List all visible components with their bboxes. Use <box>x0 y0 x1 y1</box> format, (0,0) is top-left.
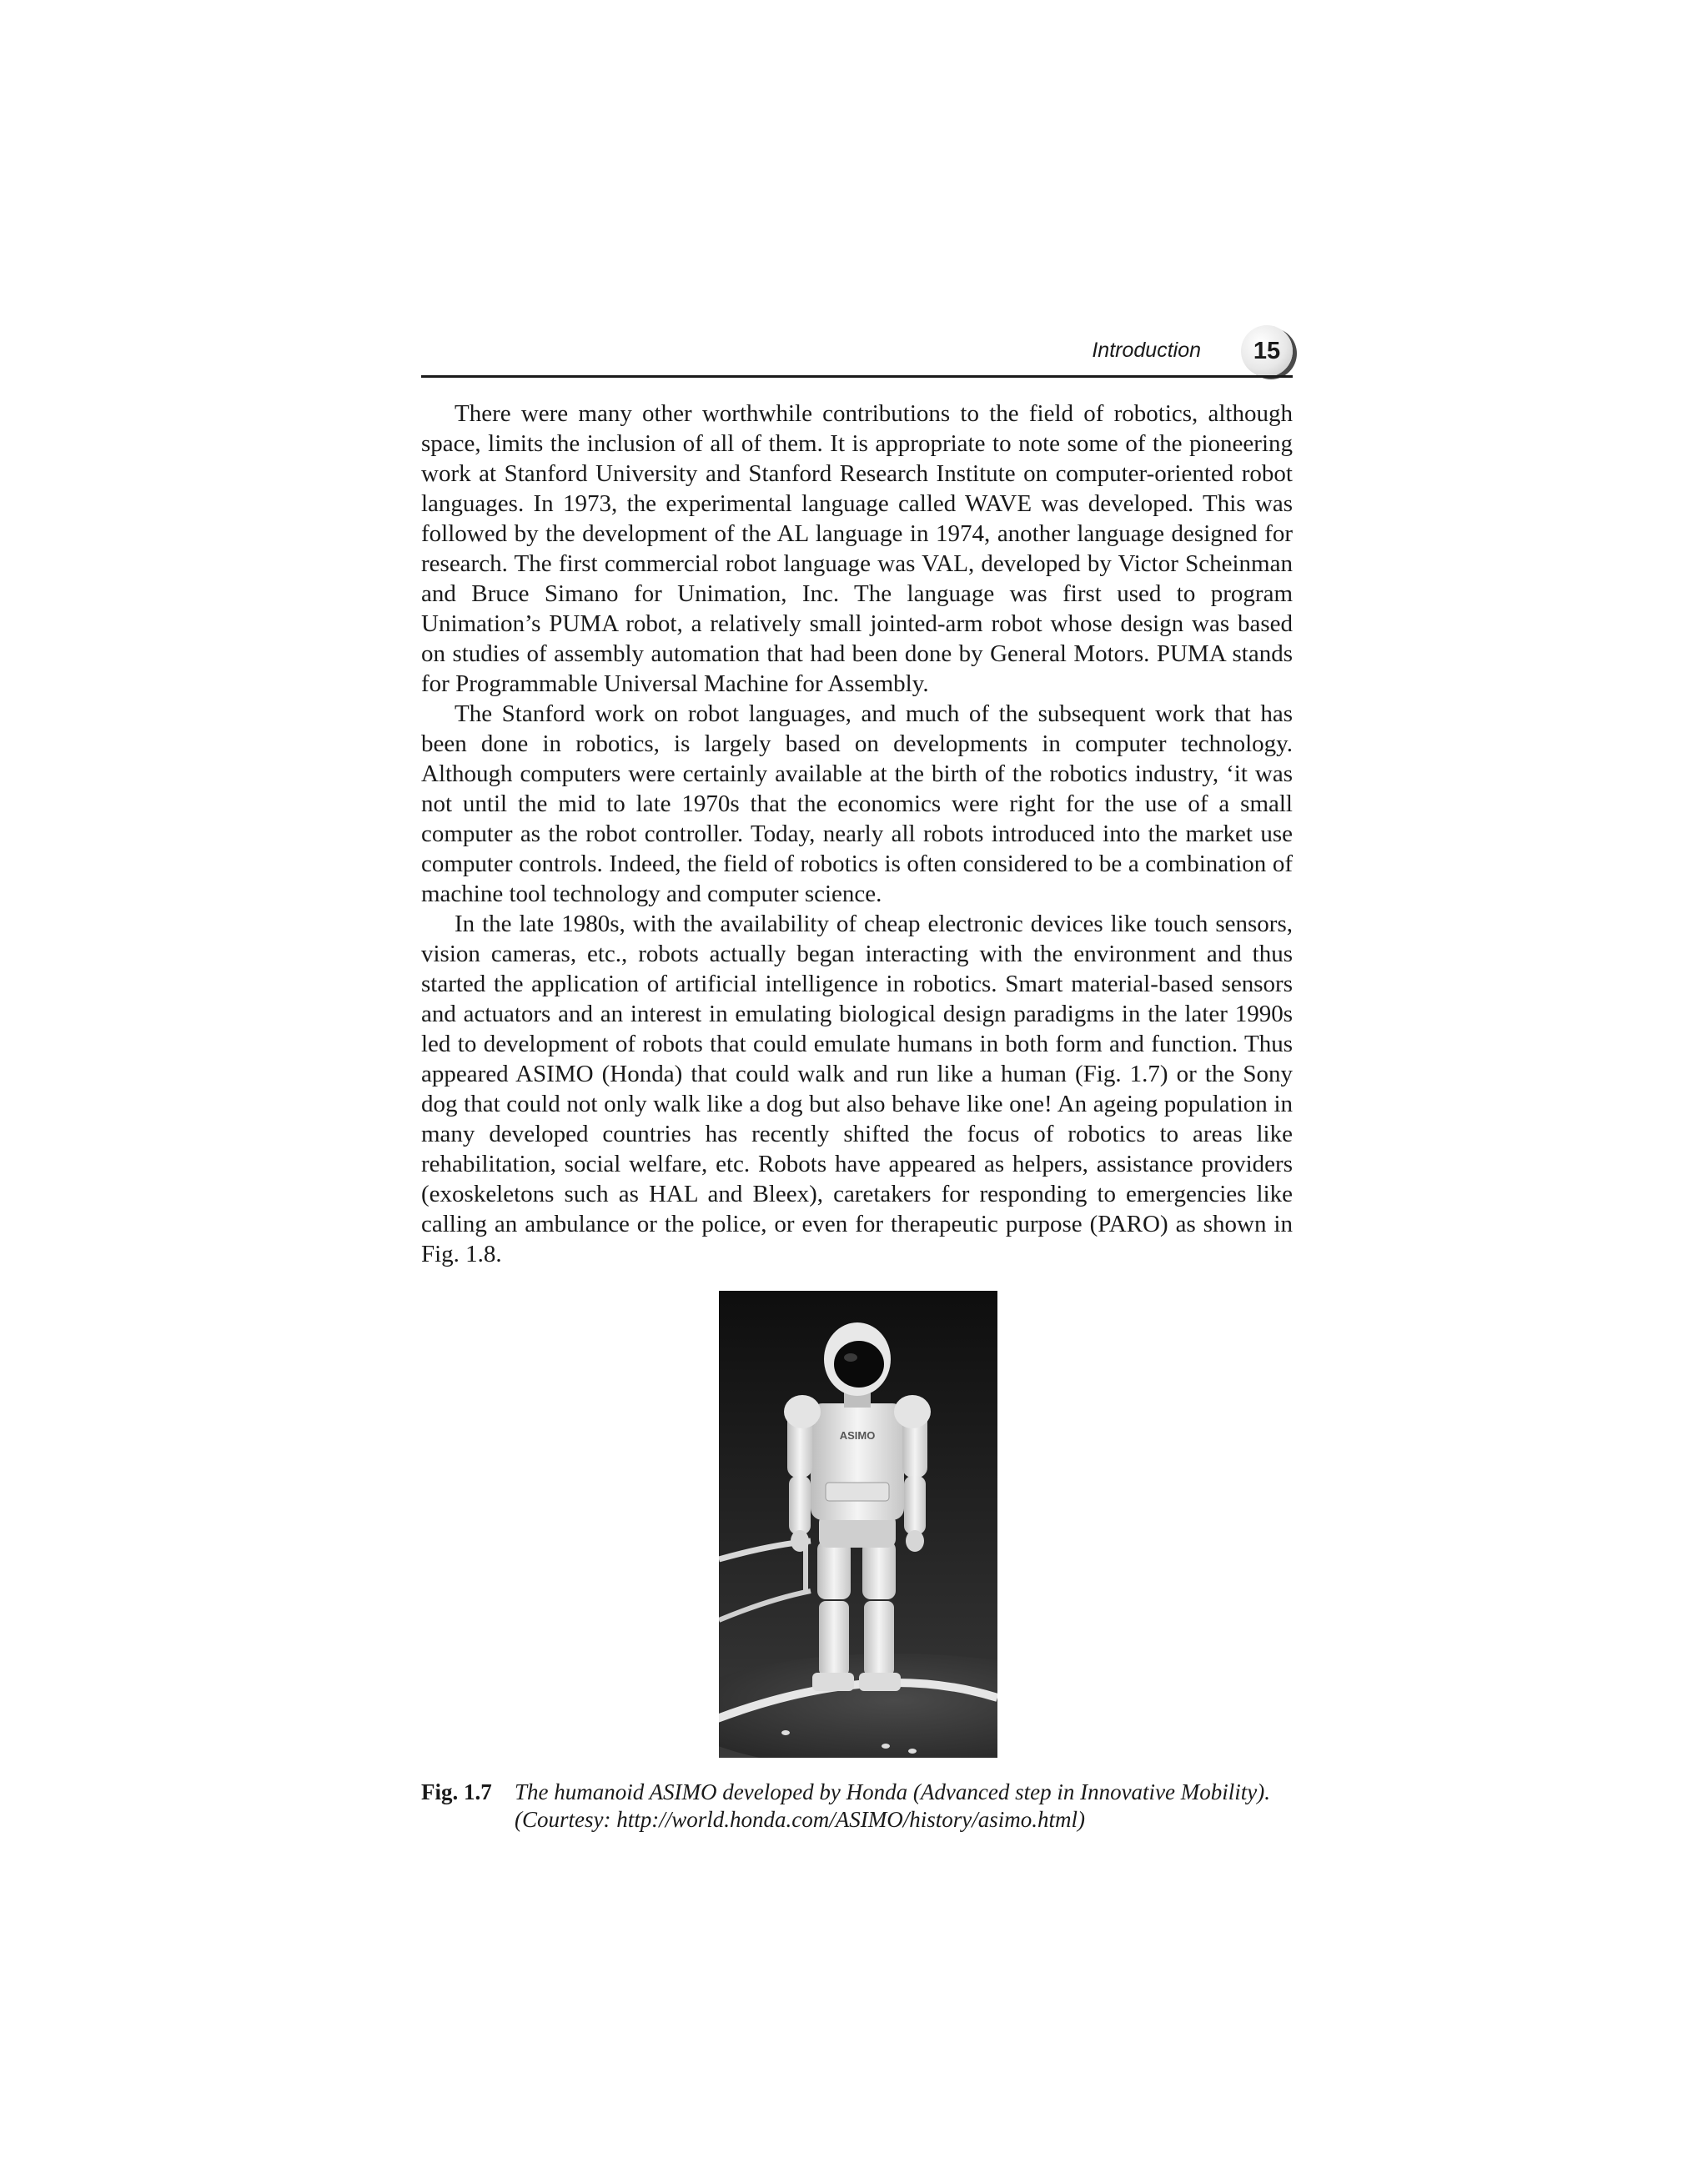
robot-right-shin <box>864 1601 894 1676</box>
robot-visor-glare <box>844 1353 857 1362</box>
figure-caption <box>421 1779 1293 1834</box>
robot-right-forearm <box>904 1476 926 1534</box>
floor-marker <box>908 1749 917 1754</box>
robot-left-foot <box>812 1673 854 1691</box>
figure-label: Fig. 1.7 <box>421 1779 492 1804</box>
floor-marker <box>882 1744 890 1749</box>
robot-left-shin <box>819 1601 849 1676</box>
asimo-robot-illustration <box>719 1291 997 1758</box>
body-text <box>421 399 1293 1269</box>
robot-chest-label: ASIMO <box>839 1429 876 1442</box>
figure-asimo-photo <box>719 1291 997 1758</box>
robot-left-forearm <box>789 1476 811 1534</box>
page-header <box>421 327 1293 379</box>
robot-left-hand <box>791 1530 809 1552</box>
robot-left-thigh <box>817 1541 851 1599</box>
robot-torso <box>811 1403 904 1520</box>
robot-chest-panel <box>826 1483 889 1501</box>
robot-right-foot <box>859 1673 901 1691</box>
running-head: Introduction <box>1092 339 1201 362</box>
page-number: 15 <box>1241 325 1293 377</box>
paragraph-3: In the late 1980s, with the availability of cheap electronic devices like touch sensors, vision cameras, etc., robots actually began interacting with the environment and thus started the application of artificial intelligence in robotics. Smart material-based sensors and actuators and an interest in emulating biological design paradigms in the later 1990s led to development of robots that could emulate humans in both form and function. Thus appeared ASIMO (Honda) that could walk and run like a human (Fig. 1.7) or the Sony dog that could not only walk like a dog but also behave like one! An ageing population in many developed countries has recently shifted the focus of robotics to areas like rehabilitation, social welfare, etc. Robots have appeared as helpers, assistance providers (exoskeletons such as HAL and Bleex), caretakers for responding to emergencies like calling an ambulance or the police, or even for therapeutic purpose (PARO) as shown in Fig. 1.8. <box>421 911 1293 1267</box>
robot-right-hand <box>906 1530 924 1552</box>
robot-left-shoulder <box>784 1395 821 1428</box>
paragraph-2: The Stanford work on robot languages, and much of the subsequent work that has been done in robotics, is largely based on developments in computer technology. Although computers were certainly available at the birth of the robotics industry, ‘it was not until the mid to late 1970s that the economics were right for the use of a small computer as the robot controller. Today, nearly all robots introduced into the market use computer controls. Indeed, the field of robotics is often considered to be a combination of machine tool technology and computer science. <box>421 700 1293 907</box>
robot-visor <box>834 1341 884 1388</box>
robot-right-thigh <box>862 1541 896 1599</box>
robot-right-shoulder <box>894 1395 931 1428</box>
caption-line-2: (Courtesy: http://world.honda.com/ASIMO/history/asimo.html) <box>515 1807 1085 1832</box>
floor-marker <box>781 1730 790 1735</box>
header-rule <box>421 375 1293 378</box>
caption-line-1: The humanoid ASIMO developed by Honda (Advanced step in Innovative Mobility). <box>515 1779 1271 1804</box>
paragraph-1: There were many other worthwhile contributions to the field of robotics, although space, limits the inclusion of all of them. It is appropriate to note some of the pioneering work at Stanford University and Stanford Research Institute on computer-oriented robot languages. In 1973, the experimental language called WAVE was developed. This was followed by the development of the AL language in 1974, another language designed for research. The first commercial robot language was VAL, developed by Victor Scheinman and Bruce Simano for Unimation, Inc. The language was first used to program Unimation’s PUMA robot, a relatively small jointed-arm robot whose design was based on studies of assembly automation that had been done by General Motors. PUMA stands for Programmable Universal Machine for Assembly. <box>421 400 1293 697</box>
